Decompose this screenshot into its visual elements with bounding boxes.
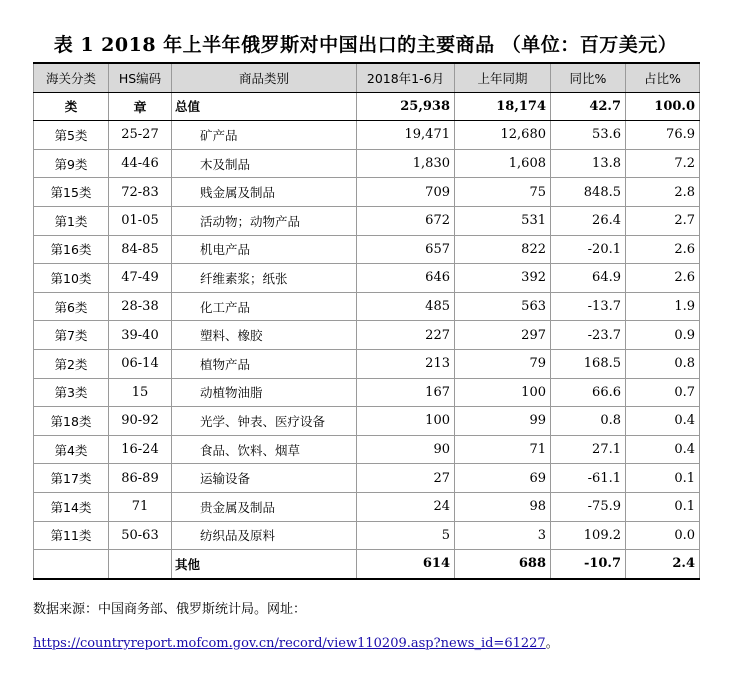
- cell-yoy: 66.6: [551, 378, 626, 407]
- header-prev: 上年同期: [455, 63, 551, 92]
- cell-yoy: 64.9: [551, 264, 626, 293]
- source-url-suffix: 。: [545, 636, 559, 651]
- cell-h1: 25,938: [357, 92, 455, 121]
- cell-yoy: 848.5: [551, 178, 626, 207]
- cell-prev: 12,680: [455, 121, 551, 150]
- cell-prev: 69: [455, 464, 551, 493]
- cell-yoy: 13.8: [551, 149, 626, 178]
- table-row: [34, 521, 700, 550]
- cell-prev: 688: [455, 550, 551, 579]
- cell-prev: 71: [455, 435, 551, 464]
- cell-category: 活动物；动物产品: [172, 206, 357, 235]
- cell-prev: 297: [455, 321, 551, 350]
- cell-hs: 90-92: [109, 407, 172, 436]
- cell-hs: 44-46: [109, 149, 172, 178]
- cell-h1: 24: [357, 492, 455, 521]
- cell-h1: 485: [357, 292, 455, 321]
- cell-prev: 18,174: [455, 92, 551, 121]
- cell-yoy: -75.9: [551, 492, 626, 521]
- table-row: [34, 464, 700, 493]
- cell-prev: 563: [455, 292, 551, 321]
- table-row: [34, 206, 700, 235]
- cell-h1: 227: [357, 321, 455, 350]
- cell-customs: 第15类: [34, 178, 109, 207]
- cell-category: 总值: [172, 92, 357, 121]
- cell-customs: 类: [34, 92, 109, 121]
- cell-h1: 27: [357, 464, 455, 493]
- cell-hs: 50-63: [109, 521, 172, 550]
- table-row: [34, 321, 700, 350]
- source-url-line: [33, 632, 559, 651]
- cell-share: 0.4: [626, 407, 700, 436]
- cell-share: 76.9: [626, 121, 700, 150]
- cell-hs: 01-05: [109, 206, 172, 235]
- cell-customs: 第11类: [34, 521, 109, 550]
- table-row: [34, 349, 700, 378]
- cell-category: 食品、饮料、烟草: [172, 435, 357, 464]
- table-title: 表 1 2018 年上半年俄罗斯对中国出口的主要商品 （单位：百万美元）: [53, 34, 678, 56]
- header-row: [34, 63, 700, 92]
- cell-h1: 19,471: [357, 121, 455, 150]
- source-link[interactable]: https://countryreport.mofcom.gov.cn/record/view110209.asp?news_id=61227: [33, 636, 546, 651]
- cell-prev: 392: [455, 264, 551, 293]
- table-row: [34, 407, 700, 436]
- cell-yoy: -10.7: [551, 550, 626, 579]
- header-yoy: 同比%: [551, 63, 626, 92]
- cell-customs: 第2类: [34, 349, 109, 378]
- cell-category: 光学、钟表、医疗设备: [172, 407, 357, 436]
- table-row: [34, 378, 700, 407]
- cell-yoy: 26.4: [551, 206, 626, 235]
- cell-h1: 213: [357, 349, 455, 378]
- table-row: [34, 178, 700, 207]
- cell-customs: 第16类: [34, 235, 109, 264]
- cell-customs: 第18类: [34, 407, 109, 436]
- cell-category: 化工产品: [172, 292, 357, 321]
- cell-hs: 16-24: [109, 435, 172, 464]
- cell-h1: 5: [357, 521, 455, 550]
- cell-h1: 614: [357, 550, 455, 579]
- cell-category: 运输设备: [172, 464, 357, 493]
- header-hs: HS编码: [109, 63, 172, 92]
- cell-category: 动植物油脂: [172, 378, 357, 407]
- cell-yoy: -23.7: [551, 321, 626, 350]
- cell-hs: 28-38: [109, 292, 172, 321]
- cell-hs: 86-89: [109, 464, 172, 493]
- cell-share: 7.2: [626, 149, 700, 178]
- cell-customs: 第14类: [34, 492, 109, 521]
- cell-yoy: 53.6: [551, 121, 626, 150]
- cell-hs: 39-40: [109, 321, 172, 350]
- cell-share: 100.0: [626, 92, 700, 121]
- cell-yoy: -61.1: [551, 464, 626, 493]
- cell-hs: [109, 550, 172, 579]
- table-row: [34, 264, 700, 293]
- cell-customs: 第9类: [34, 149, 109, 178]
- cell-hs: 72-83: [109, 178, 172, 207]
- cell-category: 机电产品: [172, 235, 357, 264]
- table-row: [34, 492, 700, 521]
- export-table: [33, 62, 700, 580]
- cell-share: 0.7: [626, 378, 700, 407]
- table-row: [34, 121, 700, 150]
- cell-category: 其他: [172, 550, 357, 579]
- cell-customs: 第7类: [34, 321, 109, 350]
- cell-hs: 06-14: [109, 349, 172, 378]
- cell-category: 纤维素浆；纸张: [172, 264, 357, 293]
- cell-customs: 第6类: [34, 292, 109, 321]
- cell-yoy: -13.7: [551, 292, 626, 321]
- cell-prev: 98: [455, 492, 551, 521]
- cell-category: 纺织品及原料: [172, 521, 357, 550]
- table-row: [34, 149, 700, 178]
- header-customs: 海关分类: [34, 63, 109, 92]
- cell-share: 0.8: [626, 349, 700, 378]
- total-row: [34, 92, 700, 121]
- cell-share: 0.0: [626, 521, 700, 550]
- cell-prev: 99: [455, 407, 551, 436]
- cell-h1: 90: [357, 435, 455, 464]
- cell-customs: 第17类: [34, 464, 109, 493]
- cell-share: 0.4: [626, 435, 700, 464]
- cell-prev: 531: [455, 206, 551, 235]
- cell-yoy: 0.8: [551, 407, 626, 436]
- cell-share: 2.6: [626, 264, 700, 293]
- cell-share: 2.6: [626, 235, 700, 264]
- cell-hs: 84-85: [109, 235, 172, 264]
- cell-category: 木及制品: [172, 149, 357, 178]
- source-note: 数据来源：中国商务部、俄罗斯统计局。网址：: [33, 602, 307, 617]
- cell-category: 矿产品: [172, 121, 357, 150]
- cell-customs: 第4类: [34, 435, 109, 464]
- cell-h1: 100: [357, 407, 455, 436]
- cell-h1: 672: [357, 206, 455, 235]
- table-row: [34, 235, 700, 264]
- cell-prev: 100: [455, 378, 551, 407]
- table-row: [34, 292, 700, 321]
- cell-h1: 167: [357, 378, 455, 407]
- cell-prev: 79: [455, 349, 551, 378]
- cell-customs: 第5类: [34, 121, 109, 150]
- cell-hs: 15: [109, 378, 172, 407]
- cell-share: 2.7: [626, 206, 700, 235]
- cell-share: 1.9: [626, 292, 700, 321]
- cell-customs: 第10类: [34, 264, 109, 293]
- cell-share: 0.9: [626, 321, 700, 350]
- cell-prev: 822: [455, 235, 551, 264]
- cell-category: 植物产品: [172, 349, 357, 378]
- cell-share: 2.8: [626, 178, 700, 207]
- cell-prev: 1,608: [455, 149, 551, 178]
- cell-prev: 3: [455, 521, 551, 550]
- cell-category: 贱金属及制品: [172, 178, 357, 207]
- cell-hs: 25-27: [109, 121, 172, 150]
- header-share: 占比%: [626, 63, 700, 92]
- cell-share: 0.1: [626, 464, 700, 493]
- cell-yoy: 168.5: [551, 349, 626, 378]
- cell-category: 贵金属及制品: [172, 492, 357, 521]
- other-row: [34, 550, 700, 579]
- cell-hs: 71: [109, 492, 172, 521]
- cell-yoy: 27.1: [551, 435, 626, 464]
- cell-h1: 657: [357, 235, 455, 264]
- cell-customs: [34, 550, 109, 579]
- cell-yoy: 109.2: [551, 521, 626, 550]
- cell-hs: 章: [109, 92, 172, 121]
- cell-category: 塑料、橡胶: [172, 321, 357, 350]
- cell-h1: 709: [357, 178, 455, 207]
- cell-hs: 47-49: [109, 264, 172, 293]
- cell-yoy: 42.7: [551, 92, 626, 121]
- cell-customs: 第1类: [34, 206, 109, 235]
- cell-prev: 75: [455, 178, 551, 207]
- table-row: [34, 435, 700, 464]
- header-h1: 2018年1-6月: [357, 63, 455, 92]
- cell-customs: 第3类: [34, 378, 109, 407]
- cell-h1: 1,830: [357, 149, 455, 178]
- cell-yoy: -20.1: [551, 235, 626, 264]
- cell-share: 2.4: [626, 550, 700, 579]
- header-category: 商品类别: [172, 63, 357, 92]
- cell-h1: 646: [357, 264, 455, 293]
- cell-share: 0.1: [626, 492, 700, 521]
